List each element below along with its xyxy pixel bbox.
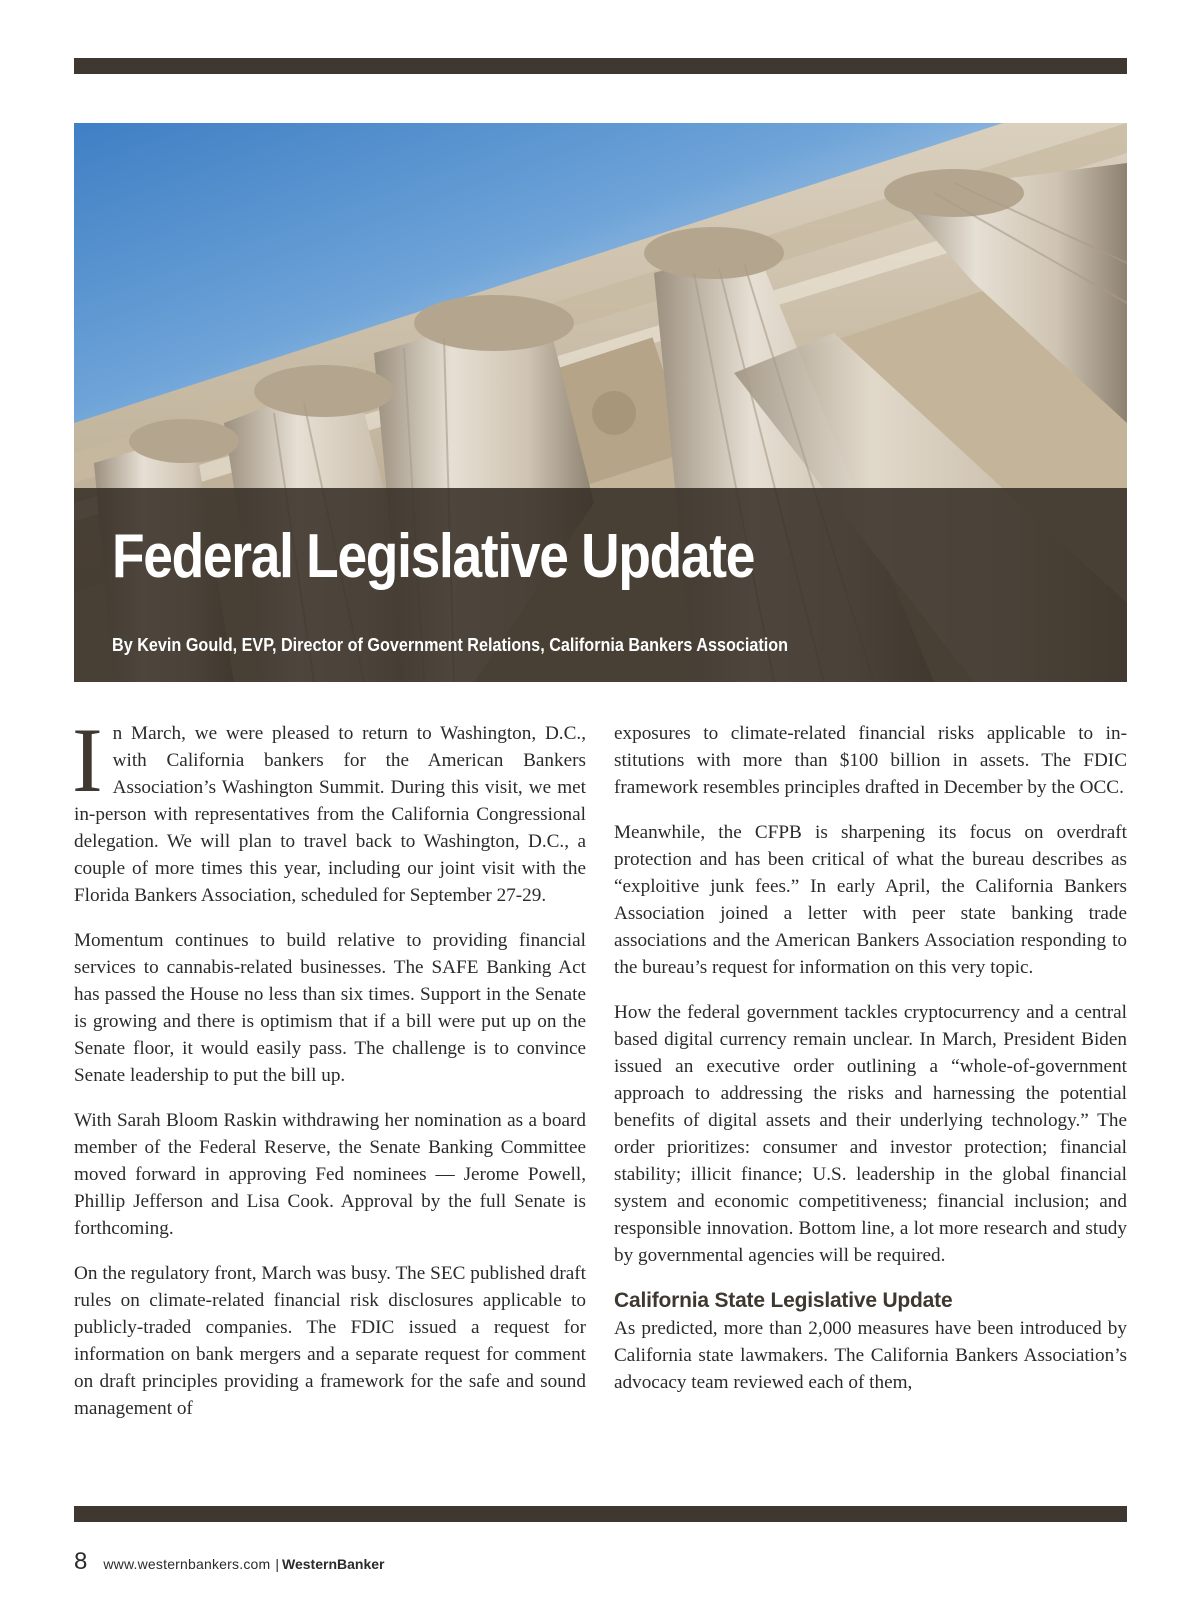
- paragraph: How the federal government tackles cryptocurrency and a central based digital currency remain unclear. In March, President Biden issued an executive order outlining a “whole-of-government approach to addressing the risks and harnessing the potential benefits of digital assets and their underlying technology.” The order prioritizes: consumer and investor protection; financial stability; illicit finance; U.S. leadership in the global financial system and economic competitiveness; financial inclusion; and responsible innovation. Bottom line, a lot more research and study by governmental agencies will be required.: [614, 1002, 1127, 1266]
- article-title: Federal Legislative Update: [112, 522, 755, 591]
- footer-divider: |: [275, 1556, 280, 1572]
- site-url: www.westernbankers.com: [103, 1556, 271, 1572]
- paragraph-text: n March, we were pleased to return to Washington, D.C., with California bankers for the American Bankers Association’s Washington Summit. During this visit, we met in-person with representatives from the California Congressional delegation. We will plan to travel back to Washington, D.C., a couple of more times this year, including our joint visit with the Florida Bankers Association, scheduled for September 27-29.: [74, 723, 586, 906]
- paragraph: exposures to climate-related financial risks applicable to institutions with more than $100 billion in assets. The FDIC framework resembles principles drafted in December by the OCC.: [614, 723, 1127, 798]
- paragraph: Momentum continues to build relative to providing financial services to cannabis-related businesses. The SAFE Banking Act has passed the House no less than six times. Support in the Senate is growing and there is optimism that if a bill were put up on the Senate floor, it would easily pass. The challenge is to convince Senate leadership to put the bill up.: [74, 930, 586, 1086]
- top-rule: [74, 58, 1127, 74]
- hero-image: [74, 123, 1127, 682]
- bottom-rule: [74, 1506, 1127, 1522]
- paragraph: With Sarah Bloom Raskin withdrawing her nomination as a board member of the Federal Reserve, the Senate Banking Committee moved forward in approving Fed nominees — Jerome Powell, Phillip Jefferson and Lisa Cook. Approval by the full Senate is forthcoming.: [74, 1110, 586, 1239]
- paragraph: [72, 709, 586, 909]
- page-number: 8: [74, 1548, 88, 1575]
- section-heading: California State Legislative Update: [614, 1289, 953, 1312]
- paragraph: On the regulatory front, March was busy. The SEC published draft rules on climate-related financial risk disclosures applicable to publicly-traded companies. The FDIC issued a request for information on bank mergers and a separate request for comment on draft principles providing a framework for the safe and sound management of: [74, 1263, 586, 1419]
- paragraph: As predicted, more than 2,000 measures have been introduced by California state lawmakers. The California Bankers Association’s advocacy team reviewed each of them,: [614, 1318, 1127, 1393]
- byline: By Kevin Gould, EVP, Director of Government Relations, California Bankers Association: [112, 635, 789, 655]
- publication-name: WesternBanker: [282, 1556, 385, 1572]
- paragraph: Meanwhile, the CFPB is sharpening its focus on overdraft protection and has been critical of what the bureau describes as “exploitive junk fees.” In early April, the California Bankers Association joined a letter with peer state banking trade associations and the American Bankers Association responding to the bureau’s request for information on this very topic.: [614, 822, 1127, 978]
- drop-cap: I: [72, 709, 103, 811]
- page-footer: [74, 1548, 384, 1578]
- left-column: [72, 709, 586, 1422]
- right-column: [614, 720, 1127, 1396]
